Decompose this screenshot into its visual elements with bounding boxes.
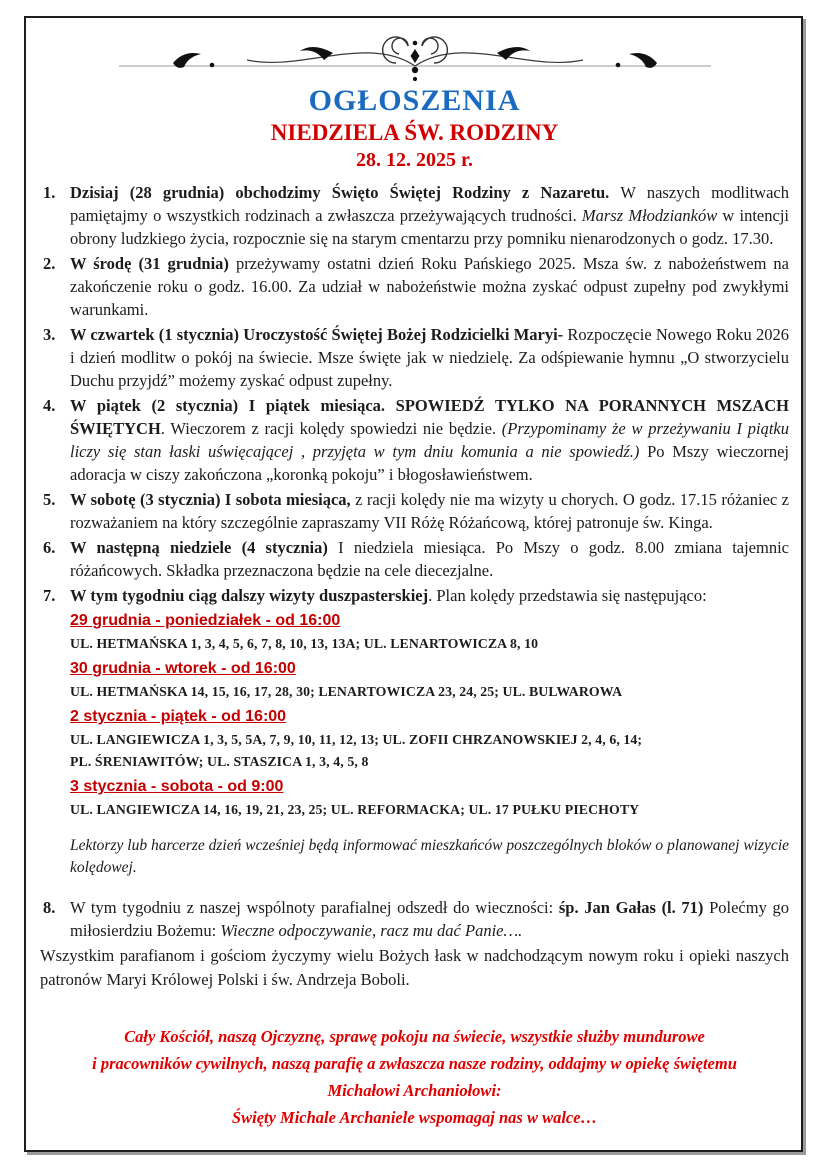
text-segment: Polećmy go miłosierdziu Bożemu: bbox=[70, 898, 789, 940]
item-text bbox=[70, 536, 789, 582]
bulletin-date: 28. 12. 2025 r. bbox=[355, 149, 474, 171]
item-text bbox=[70, 896, 789, 942]
item-number: 8. bbox=[43, 898, 56, 917]
prayer-line: Święty Michale Archaniele wspomagaj nas w walce… bbox=[231, 1108, 598, 1127]
feast-subtitle: NIEDZIELA ŚW. RODZINY bbox=[270, 120, 559, 145]
schedule-date-header: 3 stycznia - sobota - od 9:00 bbox=[70, 778, 284, 795]
announcement-item bbox=[40, 536, 789, 582]
schedule-date-header: 29 grudnia - poniedziałek - od 16:00 bbox=[70, 612, 341, 629]
announcement-item bbox=[40, 252, 789, 321]
announcement-item bbox=[40, 181, 789, 250]
text-segment: I niedziela miesiąca. Po Mszy o godz. 8.00 zmiana tajemnic różańcowych. Składka przeznaczona będzie na cele diecezjalne. bbox=[70, 538, 790, 580]
page-title: OGŁOSZENIA bbox=[308, 84, 521, 117]
text-segment: przeżywamy ostatni dzień Roku Pańskiego 2025. Msza św. z nabożeństwem na zakończenie roku o godz. 16.00. Za udział w nabożeństwie można zyskać odpust zupełny pod zwykłymi warunkami. bbox=[70, 254, 789, 319]
schedule-date-header: 2 stycznia - piątek - od 16:00 bbox=[70, 708, 287, 725]
announcement-item bbox=[40, 584, 789, 879]
schedule-street-list: UL. HETMAŃSKA 1, 3, 4, 5, 6, 7, 8, 10, 13, 13A; UL. LENARTOWICZA 8, 10 bbox=[70, 636, 539, 651]
item-text bbox=[70, 252, 789, 321]
koleda-schedule bbox=[70, 609, 789, 821]
item-number: 3. bbox=[43, 325, 56, 344]
schedule-street-list: UL. LANGIEWICZA 1, 3, 5, 5A, 7, 9, 10, 11, 12, 13; UL. ZOFII CHRZANOWSKIEJ 2, 4, 6, 14; bbox=[70, 732, 643, 747]
bulletin-sheet bbox=[24, 16, 803, 1152]
item-text bbox=[70, 394, 789, 486]
text-segment: Rozpoczęcie Nowego Roku 2026 i dzień modlitw o pokój na świecie. Msze święte jak w niedzielę. Za odśpiewanie hymnu „O stworzycielu Duchu przyjdź” możemy zyskać odpust zupełny. bbox=[70, 325, 789, 390]
bulletin-header bbox=[40, 32, 789, 172]
schedule-street-list: PL. ŚRENIAWITÓW; UL. STASZICA 1, 3, 4, 5, 8 bbox=[70, 754, 369, 769]
text-segment: W czwartek (1 stycznia) Uroczystość Świętej Bożej Rodzicielki Maryi- bbox=[70, 325, 568, 344]
text-segment: W następną niedziele (4 stycznia) bbox=[70, 538, 339, 557]
text-segment: W tym tygodniu z naszej wspólnoty parafialnej odszedł do wieczności: bbox=[70, 898, 559, 917]
text-segment: . Wieczorem z racji kolędy spowiedzi nie będzie. bbox=[160, 419, 502, 438]
text-segment: Wieczne odpoczywanie, racz mu dać Panie…. bbox=[220, 921, 523, 940]
text-segment: W sobotę (3 stycznia) I sobota miesiąca, bbox=[70, 490, 356, 509]
item-number: 1. bbox=[43, 183, 56, 202]
text-segment: z racji kolędy nie ma wizyty u chorych. O godz. 17.15 różaniec z rozważaniem na który szczególnie zapraszamy VII Różę Różańcową, której patronuje św. Kinga. bbox=[70, 490, 789, 532]
text-segment: W naszych modlitwach pamiętajmy o wszystkich rodzinach a zwłaszcza przeżywających trudności. bbox=[70, 183, 789, 225]
flourish-divider-icon bbox=[115, 32, 715, 84]
text-segment: W środę (31 grudnia) bbox=[70, 254, 236, 273]
schedule-street-list: UL. HETMAŃSKA 14, 15, 16, 17, 28, 30; LENARTOWICZA 23, 24, 25; UL. BULWAROWA bbox=[70, 684, 623, 699]
announcement-item bbox=[40, 323, 789, 392]
text-segment: Marsz Młodzianków bbox=[581, 206, 718, 225]
text-segment: (Przypominamy że w przeżywaniu I piątku liczy się stan łaski uświęcającej , przyjęta w tym dniu komunia a nie spowiedź.) bbox=[70, 419, 790, 461]
closing-paragraph: Wszystkim parafianom i gościom życzymy wielu Bożych łask w nadchodzącym nowym roku i opieki naszych patronów Maryi Królowej Polski i św. Andrzeja Boboli. bbox=[40, 946, 789, 989]
schedule-note: Lektorzy lub harcerze dzień wcześniej będą informować mieszkańców poszczególnych bloków o planowanej wizycie kolędowej. bbox=[70, 837, 789, 876]
schedule-street-list: UL. LANGIEWICZA 14, 16, 19, 21, 23, 25; UL. REFORMACKA; UL. 17 PUŁKU PIECHOTY bbox=[70, 802, 640, 817]
prayer-line: Michałowi Archaniołowi: bbox=[327, 1081, 502, 1100]
prayer-line: i pracowników cywilnych, naszą parafię a zwłaszcza nasze rodziny, oddajmy w opiekę świętemu bbox=[92, 1054, 737, 1073]
schedule-date-header: 30 grudnia - wtorek - od 16:00 bbox=[70, 660, 296, 677]
text-segment: śp. Jan Gałas (l. 71) bbox=[558, 898, 710, 917]
text-segment: Po Mszy wieczornej adoracja w ciszy zakończona „koronką pokoju” i błogosławieństwem. bbox=[70, 442, 789, 484]
item-text bbox=[70, 323, 789, 392]
text-segment: W piątek (2 stycznia) I piątek miesiąca. SPOWIEDŹ TYLKO NA PORANNYCH MSZACH ŚWIĘTYCH bbox=[70, 396, 789, 438]
item-number: 5. bbox=[43, 490, 56, 509]
announcement-item bbox=[40, 488, 789, 534]
item-text bbox=[70, 181, 789, 250]
announcement-item bbox=[40, 394, 789, 486]
announcement-item bbox=[40, 896, 789, 942]
item-text bbox=[70, 488, 789, 534]
item-number: 7. bbox=[43, 586, 56, 605]
item-number: 6. bbox=[43, 538, 56, 557]
text-segment: W tym tygodniu ciąg dalszy wizyty duszpasterskiej bbox=[70, 586, 429, 605]
prayer-line: Cały Kościół, naszą Ojczyznę, sprawę pokoju na świecie, wszystkie służby mundurowe bbox=[124, 1027, 705, 1046]
item-number: 4. bbox=[43, 396, 56, 415]
text-segment: w intencji obrony ludzkiego życia, rozpocznie się na starym cmentarzu przy pomniku nienarodzonych o godz. 17.30. bbox=[70, 206, 789, 248]
announcement-list bbox=[40, 181, 789, 942]
item-number: 2. bbox=[43, 254, 56, 273]
text-segment: . Plan kolędy przedstawia się następująco: bbox=[428, 586, 707, 605]
item-text bbox=[70, 584, 789, 879]
text-segment: Dzisiaj (28 grudnia) obchodzimy Święto Świętej Rodziny z Nazaretu. bbox=[70, 183, 621, 202]
closing-prayer bbox=[40, 1023, 789, 1131]
